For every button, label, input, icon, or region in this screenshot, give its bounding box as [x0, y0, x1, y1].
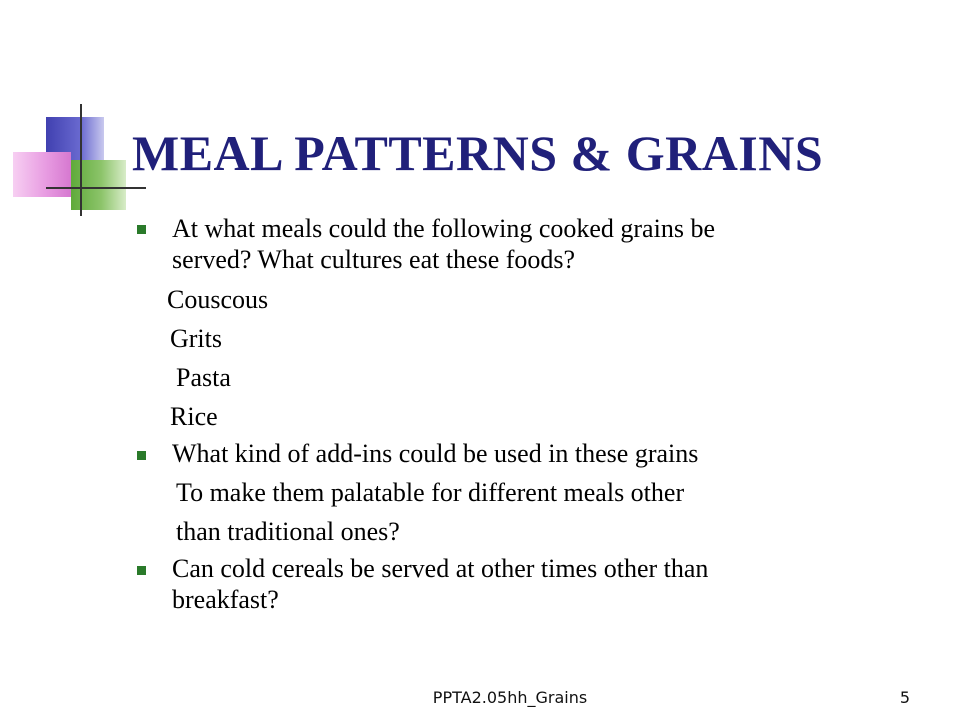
- deco-vertical-line: [80, 104, 82, 216]
- corner-decoration: [0, 0, 140, 230]
- bullet-marker: [137, 225, 146, 234]
- footer-filename: PPTA2.05hh_Grains: [432, 688, 588, 707]
- page-number: 5: [899, 688, 910, 707]
- grain-item: Rice: [170, 402, 218, 431]
- grain-item: Couscous: [167, 285, 269, 314]
- bullet-2-line-2: To make them palatable for different meals other: [176, 478, 685, 507]
- bullet-marker: [137, 566, 146, 575]
- bullet-2-line-3: than traditional ones?: [176, 517, 400, 546]
- bullet-1-line-2: served? What cultures eat these foods?: [172, 245, 576, 274]
- bullet-2-line-1: What kind of add-ins could be used in these grains: [172, 439, 699, 468]
- grain-item: Pasta: [176, 363, 231, 392]
- slide-title: MEAL PATTERNS & GRAINS: [132, 125, 824, 181]
- grain-item: Grits: [170, 324, 222, 353]
- deco-pink-square: [13, 152, 71, 197]
- bullet-3-line-2: breakfast?: [172, 585, 279, 614]
- bullet-3-line-1: Can cold cereals be served at other times other than: [172, 554, 709, 583]
- bullet-1-line-1: At what meals could the following cooked grains be: [172, 214, 715, 243]
- deco-horizontal-line: [46, 187, 146, 189]
- bullet-marker: [137, 451, 146, 460]
